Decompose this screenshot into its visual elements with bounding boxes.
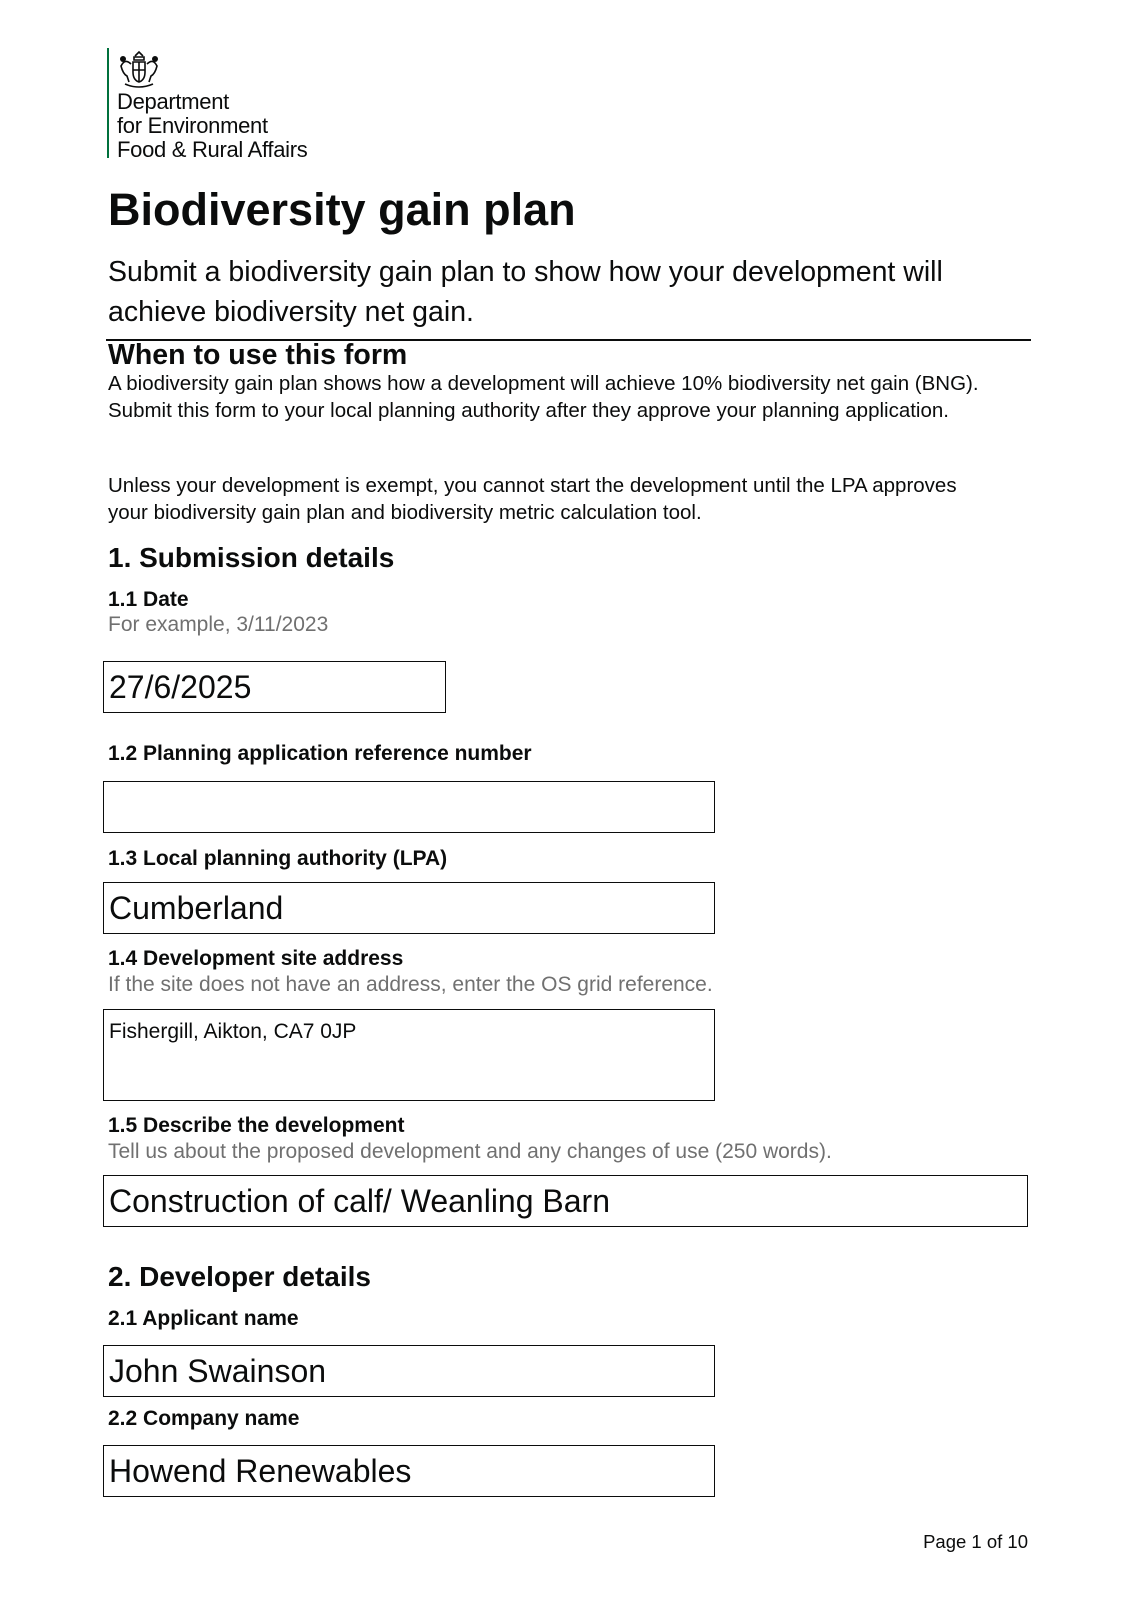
site-address-hint: If the site does not have an address, enter the OS grid reference. — [108, 973, 713, 996]
page-title: Biodiversity gain plan — [108, 184, 576, 235]
logo-line-1: Department — [117, 89, 229, 114]
lpa-input[interactable] — [103, 882, 715, 934]
site-address-label: 1.4 Development site address — [108, 947, 404, 970]
section-1-heading: 1. Submission details — [108, 542, 395, 573]
when-to-use-heading: When to use this form — [108, 339, 408, 371]
defra-logo — [107, 48, 317, 163]
page-number: Page 1 of 10 — [923, 1531, 1028, 1552]
logo-text — [117, 90, 307, 162]
date-label: 1.1 Date — [108, 588, 189, 611]
section-2-heading: 2. Developer details — [108, 1261, 372, 1292]
royal-coat-of-arms-icon — [117, 50, 161, 90]
logo-line-3: Food & Rural Affairs — [117, 137, 308, 162]
lpa-label: 1.3 Local planning authority (LPA) — [108, 847, 448, 870]
planning-ref-input[interactable] — [103, 781, 715, 833]
date-input[interactable] — [103, 661, 446, 713]
date-hint: For example, 3/11/2023 — [108, 613, 329, 636]
logo-line-2: for Environment — [117, 113, 268, 138]
planning-ref-label: 1.2 Planning application reference number — [108, 742, 532, 765]
lead-paragraph: Submit a biodiversity gain plan to show how your development will achieve biodiversity net gain. — [108, 256, 943, 328]
applicant-name-label: 2.1 Applicant name — [108, 1307, 299, 1330]
description-input[interactable] — [103, 1175, 1028, 1227]
description-label: 1.5 Describe the development — [108, 1114, 405, 1137]
when-to-use-paragraph-1: A biodiversity gain plan shows how a development will achieve 10% biodiversity net gain (BNG). Submit this form to your local planning authority after they approve your planning application. — [108, 372, 979, 422]
description-hint: Tell us about the proposed development and any changes of use (250 words). — [108, 1140, 832, 1163]
company-name-label: 2.2 Company name — [108, 1407, 300, 1430]
when-to-use-paragraph-2: Unless your development is exempt, you cannot start the development until the LPA approves your biodiversity gain plan and biodiversity metric calculation tool. — [108, 474, 957, 524]
site-address-textarea[interactable] — [103, 1009, 715, 1101]
applicant-name-input[interactable] — [103, 1345, 715, 1397]
company-name-input[interactable] — [103, 1445, 715, 1497]
logo-accent-line — [107, 48, 109, 158]
